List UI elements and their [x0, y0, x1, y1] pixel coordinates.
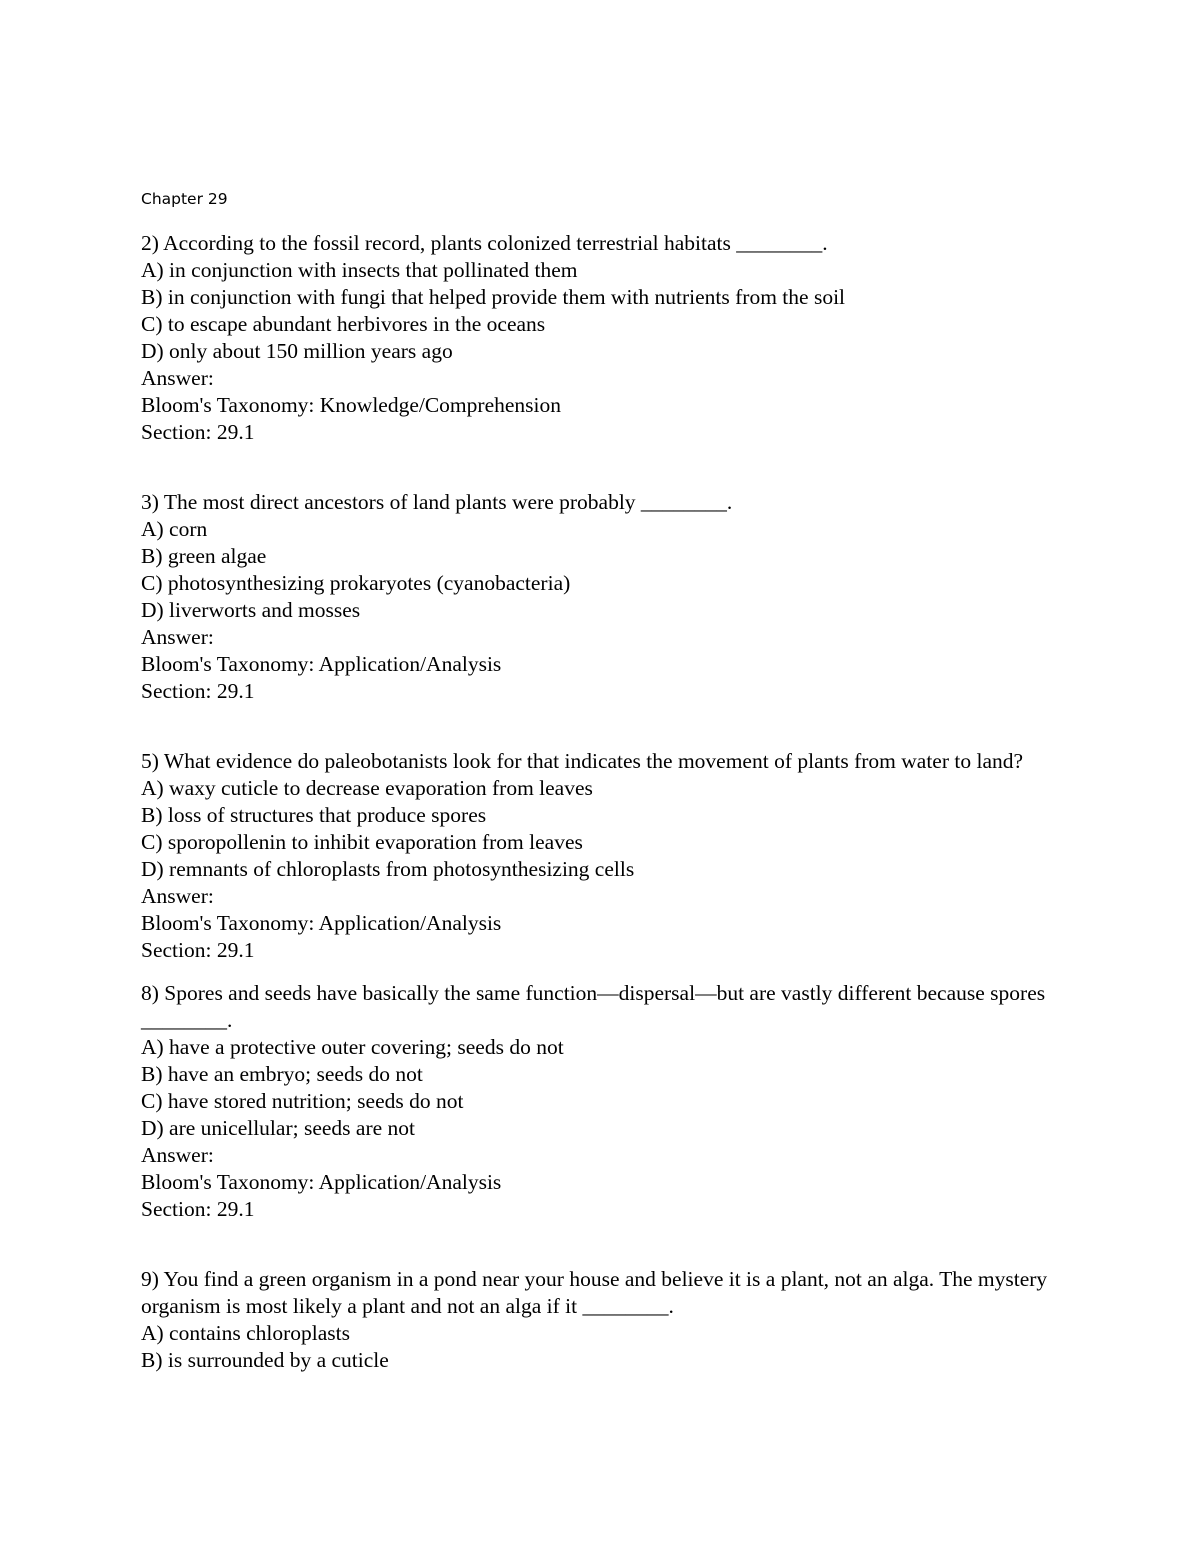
- option-c: C) photosynthesizing prokaryotes (cyanobacteria): [141, 571, 571, 595]
- option-c: C) to escape abundant herbivores in the oceans: [141, 312, 546, 336]
- option-a: A) in conjunction with insects that pollinated them: [141, 258, 578, 282]
- question-8: [141, 980, 1081, 1223]
- spacer: [141, 1223, 1081, 1266]
- bloom-taxonomy: Bloom's Taxonomy: Knowledge/Comprehension: [141, 393, 561, 417]
- section-label: Section: 29.1: [141, 420, 255, 444]
- option-b: B) have an embryo; seeds do not: [141, 1062, 423, 1086]
- chapter-heading: Chapter 29: [141, 190, 228, 208]
- option-b: B) loss of structures that produce spores: [141, 803, 487, 827]
- spacer: [141, 446, 1081, 489]
- question-stem: 2) According to the fossil record, plants colonized terrestrial habitats ________.: [141, 231, 828, 255]
- bloom-taxonomy: Bloom's Taxonomy: Application/Analysis: [141, 1170, 502, 1194]
- answer-label: Answer:: [141, 1143, 214, 1167]
- option-c: C) sporopollenin to inhibit evaporation from leaves: [141, 830, 583, 854]
- question-stem: 9) You find a green organism in a pond near your house and believe it is a plant, not an alga. The mystery organism is most likely a plant and not an alga if it ________.: [141, 1267, 1048, 1318]
- option-d: D) are unicellular; seeds are not: [141, 1116, 415, 1140]
- option-c: C) have stored nutrition; seeds do not: [141, 1089, 464, 1113]
- option-a: A) waxy cuticle to decrease evaporation from leaves: [141, 776, 593, 800]
- option-a: A) contains chloroplasts: [141, 1321, 350, 1345]
- spacer: [141, 964, 1081, 980]
- option-d: D) remnants of chloroplasts from photosynthesizing cells: [141, 857, 635, 881]
- option-a: A) corn: [141, 517, 208, 541]
- answer-label: Answer:: [141, 625, 214, 649]
- bloom-taxonomy: Bloom's Taxonomy: Application/Analysis: [141, 911, 502, 935]
- bloom-taxonomy: Bloom's Taxonomy: Application/Analysis: [141, 652, 502, 676]
- option-d: D) liverworts and mosses: [141, 598, 361, 622]
- question-3: [141, 489, 1081, 705]
- option-b: B) is surrounded by a cuticle: [141, 1348, 389, 1372]
- question-2: [141, 230, 1081, 446]
- section-label: Section: 29.1: [141, 679, 255, 703]
- question-5: [141, 748, 1081, 964]
- option-a: A) have a protective outer covering; seeds do not: [141, 1035, 564, 1059]
- section-label: Section: 29.1: [141, 938, 255, 962]
- option-d: D) only about 150 million years ago: [141, 339, 453, 363]
- section-label: Section: 29.1: [141, 1197, 255, 1221]
- answer-label: Answer:: [141, 884, 214, 908]
- option-b: B) green algae: [141, 544, 267, 568]
- question-9: [141, 1266, 1081, 1374]
- question-stem: 5) What evidence do paleobotanists look for that indicates the movement of plants from water to land?: [141, 749, 1024, 773]
- question-stem: 3) The most direct ancestors of land plants were probably ________.: [141, 490, 733, 514]
- question-stem: 8) Spores and seeds have basically the same function—dispersal—but are vastly different because spores ________.: [141, 981, 1046, 1032]
- spacer: [141, 705, 1081, 748]
- answer-label: Answer:: [141, 366, 214, 390]
- option-b: B) in conjunction with fungi that helped provide them with nutrients from the soil: [141, 285, 846, 309]
- document-page: [141, 186, 1081, 1374]
